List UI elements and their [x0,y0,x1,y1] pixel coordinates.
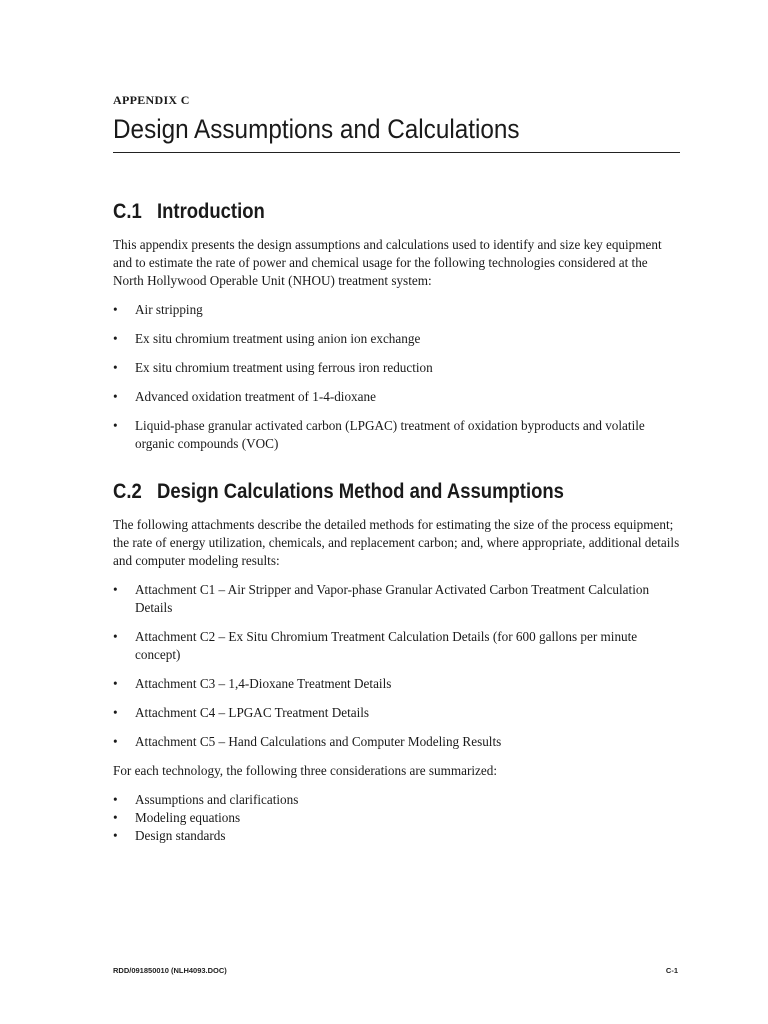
list-item-text: Design standards [135,828,226,843]
attachment-list [113,581,680,751]
list-item [113,628,680,664]
introduction-paragraph: This appendix presents the design assumptions and calculations used to identify and size key equipment and to estimate the rate of power and chemical usage for the following technologies considered at the North Hollywood Operable Unit (NHOU) treatment system: [113,237,662,288]
considerations-paragraph: For each technology, the following three considerations are summarized: [113,763,498,778]
bullet-icon: • [113,389,118,404]
bullet-icon: • [113,360,118,375]
list-item [113,733,680,751]
list-item-text: Attachment C3 – 1,4-Dioxane Treatment Details [135,676,392,691]
list-item [113,827,680,845]
section-heading-design-calculations [113,479,612,505]
list-item [113,791,680,809]
list-item [113,809,680,827]
bullet-icon: • [113,828,118,843]
list-item-text: Modeling equations [135,810,241,825]
list-item-text: Air stripping [135,302,203,317]
list-item [113,417,680,453]
list-item-text: Attachment C5 – Hand Calculations and Computer Modeling Results [135,734,502,749]
list-item-text: Attachment C4 – LPGAC Treatment Details [135,705,370,720]
list-item [113,675,680,693]
list-item-text: Attachment C1 – Air Stripper and Vapor-phase Granular Activated Carbon Treatment Calculation Details [135,582,650,615]
title-divider [113,152,680,153]
list-item [113,388,680,406]
list-item [113,581,680,617]
page-title: Design Assumptions and Calculations [113,114,520,144]
list-item [113,301,680,319]
design-calculations-paragraph: The following attachments describe the detailed methods for estimating the size of the process equipment; the rate of energy utilization, chemicals, and replacement carbon; and, where appropriate, additional details and computer modeling results: [113,517,680,568]
footer-document-id: RDD/091850010 (NLH4093.DOC) [113,966,227,975]
bullet-icon: • [113,705,118,720]
section-title: Design Calculations Method and Assumptions [157,480,564,503]
section-number: C.2 [113,480,142,503]
section-heading-introduction [113,199,612,225]
list-item-text: Attachment C2 – Ex Situ Chromium Treatment Calculation Details (for 600 gallons per minute concept) [135,629,638,662]
list-item-text: Advanced oxidation treatment of 1-4-dioxane [135,389,376,404]
list-item-text: Ex situ chromium treatment using anion ion exchange [135,331,421,346]
list-item-text: Liquid-phase granular activated carbon (LPGAC) treatment of oxidation byproducts and volatile organic compounds (VOC) [135,418,645,451]
bullet-icon: • [113,734,118,749]
appendix-label: APPENDIX C [113,93,190,107]
bullet-icon: • [113,792,118,807]
bullet-icon: • [113,629,118,644]
list-item [113,330,680,348]
document-page [113,92,680,845]
list-item [113,704,680,722]
considerations-list [113,791,680,845]
bullet-icon: • [113,418,118,433]
bullet-icon: • [113,302,118,317]
bullet-icon: • [113,582,118,597]
section-title: Introduction [157,200,265,223]
list-item-text: Ex situ chromium treatment using ferrous iron reduction [135,360,433,375]
technology-list [113,301,680,453]
list-item-text: Assumptions and clarifications [135,792,299,807]
section-number: C.1 [113,200,142,223]
bullet-icon: • [113,810,118,825]
list-item [113,359,680,377]
bullet-icon: • [113,331,118,346]
footer-page-number: C-1 [665,966,678,975]
bullet-icon: • [113,676,118,691]
